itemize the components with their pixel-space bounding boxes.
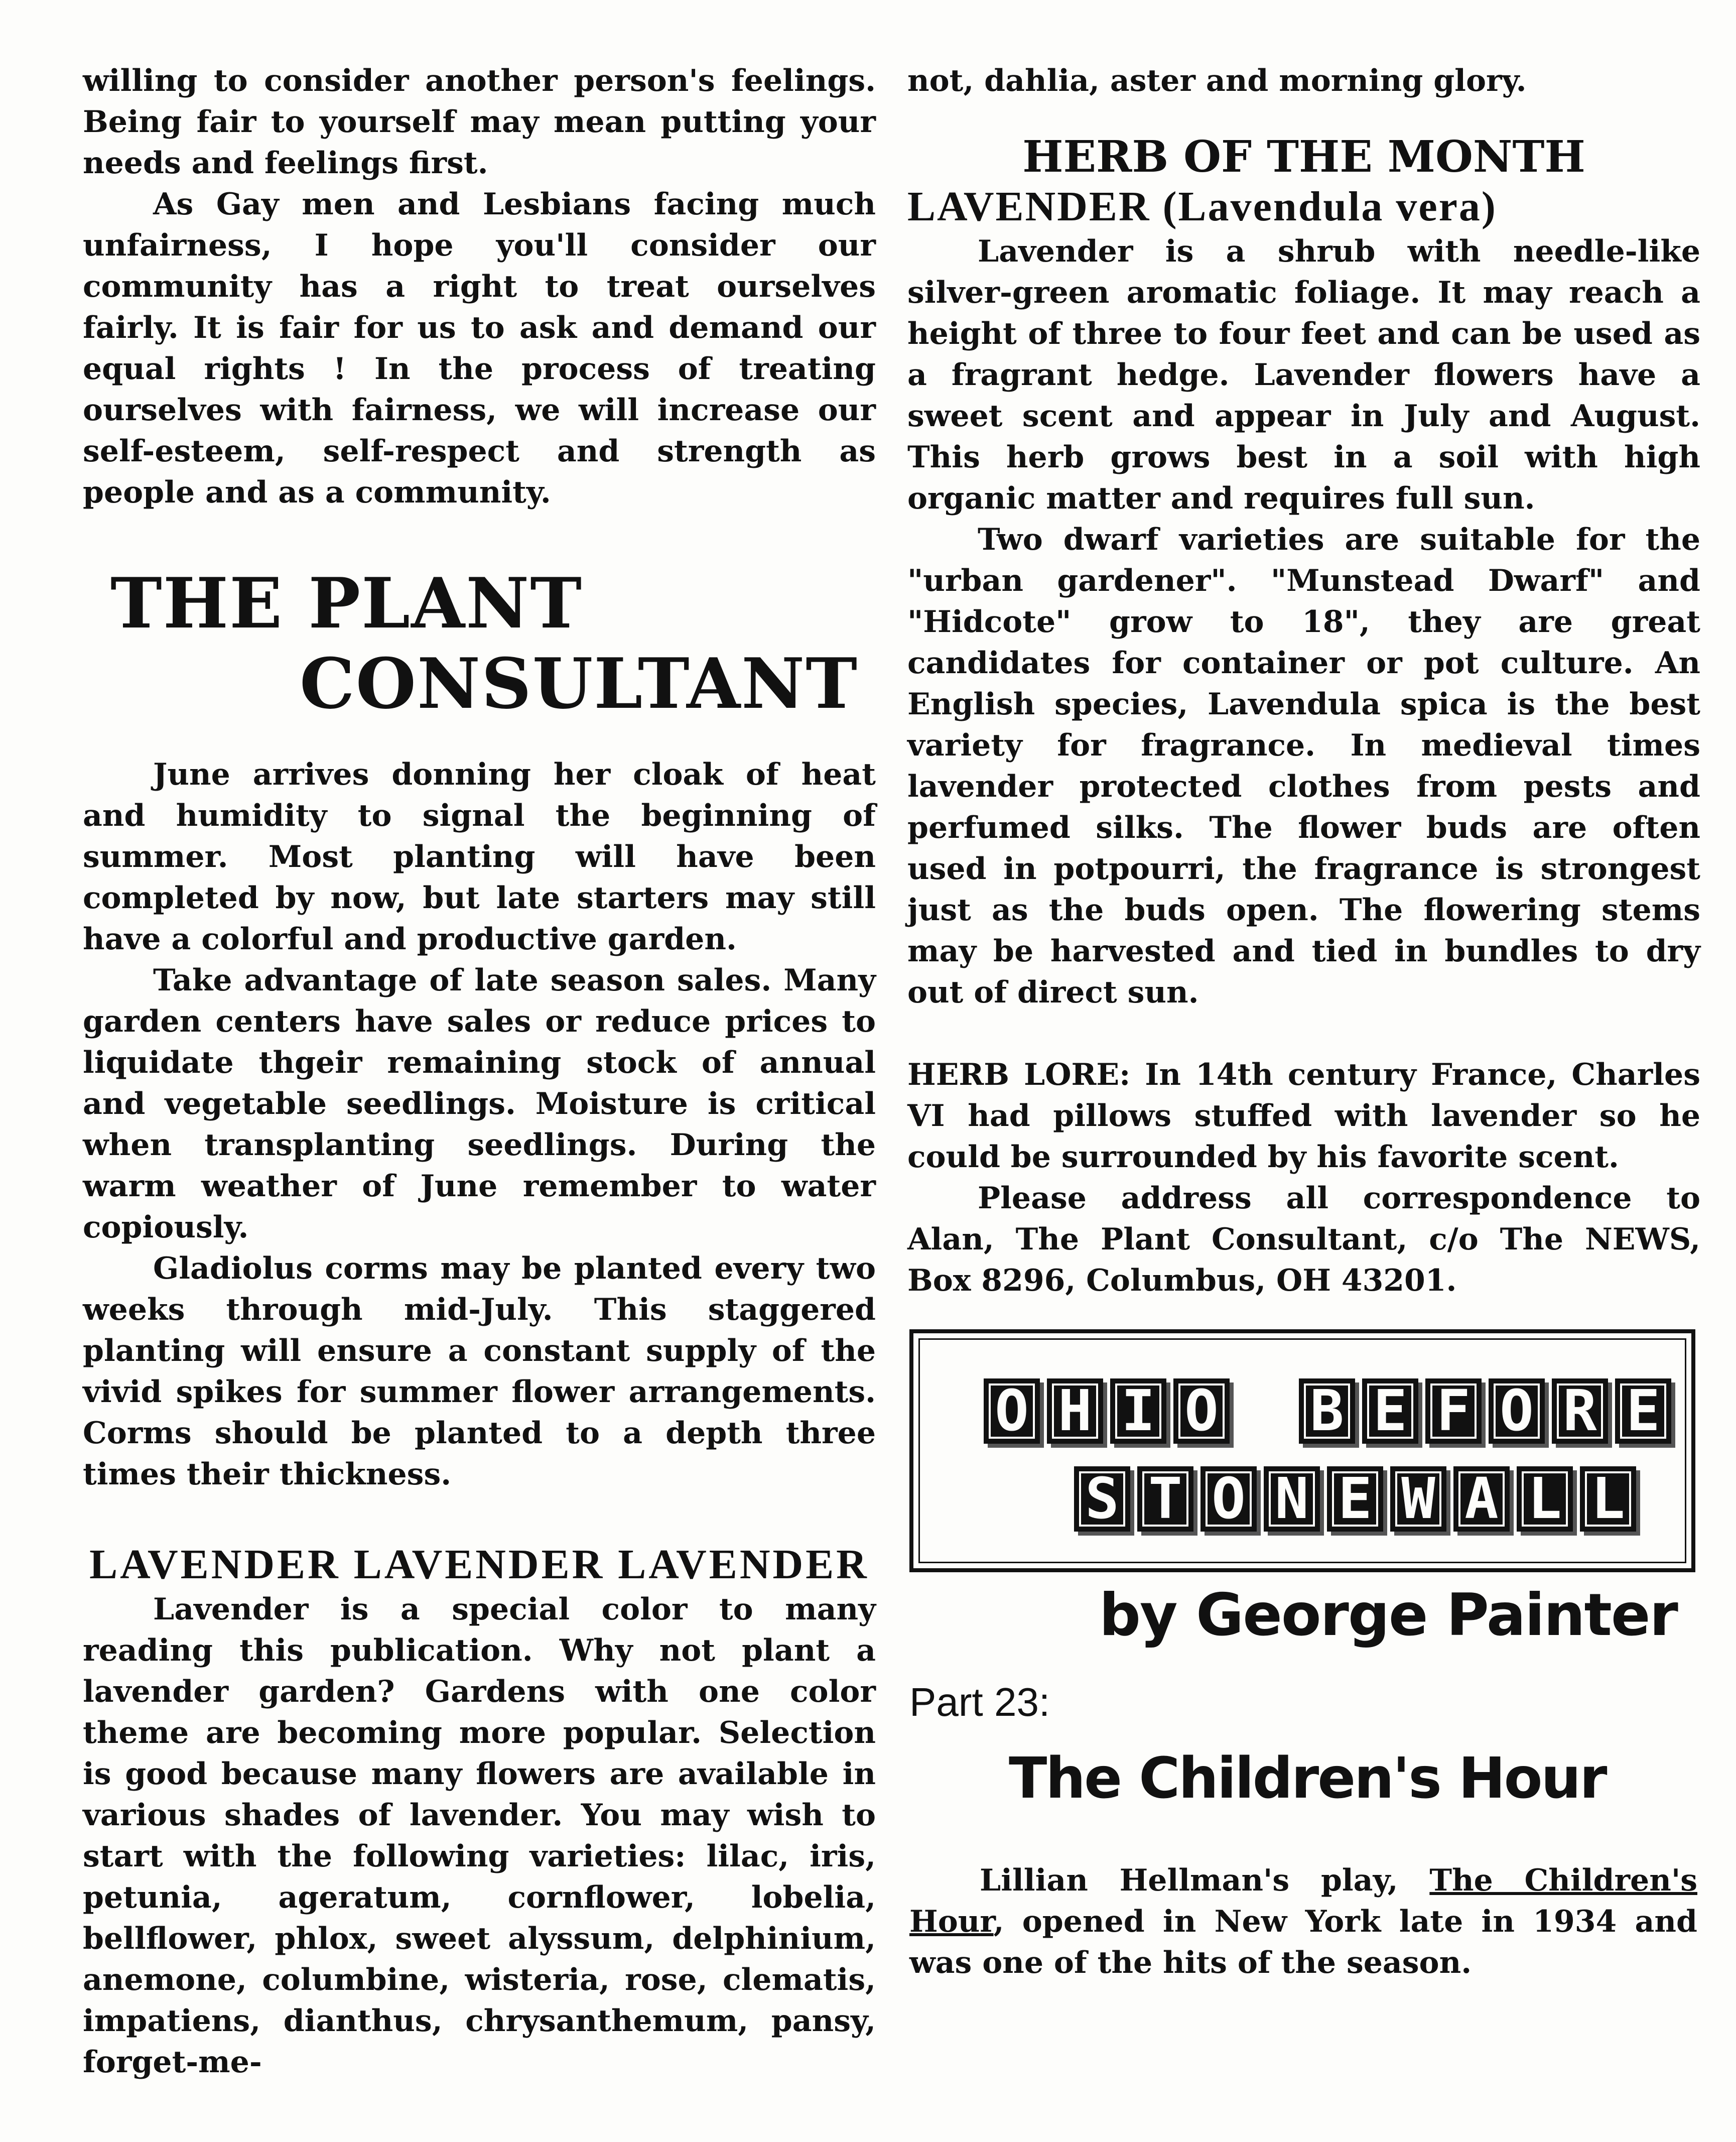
- herb-subheading: LAVENDER (Lavendula vera): [907, 183, 1497, 230]
- byline: by George Painter: [1099, 1581, 1677, 1649]
- block-letter: O: [1489, 1378, 1545, 1444]
- right-column: [907, 60, 1700, 1301]
- sales-paragraph: Take advantage of late season sales. Many garden centers have sales or reduce prices to liquidate thgeir remaining stock of annual and vegetable seedlings. Moisture is critical when transplanting seedlings. During the warm weather of June remember to water copiously.: [83, 963, 876, 1245]
- block-letter: B: [1299, 1378, 1355, 1444]
- gladiolus-paragraph: Gladiolus corms may be planted every two weeks through mid-July. This staggered planting will ensure a constant supply of the vivid spikes for summer flower arrangements. Corms should be planted to a depth three times their thickness.: [83, 1251, 876, 1492]
- block-letter: A: [1453, 1466, 1510, 1532]
- block-letter: T: [1137, 1466, 1193, 1532]
- left-column: [83, 60, 876, 2083]
- lavender-heading: LAVENDER LAVENDER LAVENDER: [89, 1541, 869, 1588]
- address-paragraph: Please address all correspondence to Alan, The Plant Consultant, c/o The NEWS, Box 8296, Columbus, OH 43201.: [907, 1181, 1700, 1298]
- block-letter: W: [1390, 1466, 1446, 1532]
- ohio-before-stonewall-banner: [909, 1329, 1695, 1572]
- childrens-hour-title: The Children's Hour: [1009, 1746, 1606, 1811]
- block-letter: I: [1110, 1378, 1166, 1444]
- block-letter: E: [1615, 1378, 1671, 1444]
- block-letter: H: [1047, 1378, 1103, 1444]
- hellman-intro-before: Lillian Hellman's play,: [980, 1863, 1430, 1898]
- block-letter: E: [1327, 1466, 1383, 1532]
- block-letter: R: [1552, 1378, 1608, 1444]
- part-number: Part 23:: [909, 1680, 1050, 1724]
- continuation-line: not, dahlia, aster and morning glory.: [907, 63, 1527, 98]
- herb-of-the-month-heading: HERB OF THE MONTH: [1022, 132, 1585, 182]
- herb-lore-paragraph: HERB LORE: In 14th century France, Charles VI had pillows stuffed with lavender so he could be surrounded by his favorite scent.: [907, 1057, 1700, 1175]
- block-letter: N: [1264, 1466, 1320, 1532]
- block-letter: L: [1580, 1466, 1636, 1532]
- block-letter: O: [1200, 1466, 1257, 1532]
- block-letter: O: [984, 1378, 1040, 1444]
- hellman-paragraph: [909, 1860, 1697, 1983]
- block-letter: L: [1517, 1466, 1573, 1532]
- block-letter: E: [1362, 1378, 1418, 1444]
- hellman-intro-after: , opened in New York late in 1934 and was one of the hits of the season.: [909, 1904, 1697, 1980]
- intro-paragraph-continued: willing to consider another person's feelings. Being fair to yourself may mean putting your needs and feelings first.: [83, 63, 876, 181]
- banner-row-2: [1074, 1466, 1636, 1532]
- banner-row-1: [984, 1378, 1671, 1444]
- june-paragraph: June arrives donning her cloak of heat and humidity to signal the beginning of summer. Most planting will have been completed by now, but late starters may still have a colorful and productive garden.: [83, 757, 876, 957]
- block-letter: S: [1074, 1466, 1130, 1532]
- intro-paragraph: As Gay men and Lesbians facing much unfairness, I hope you'll consider our community has a right to treat ourselves fairly. It is fair for us to ask and demand our equal rights ! In the process of treating ourselves with fairness, we will increase our self-esteem, self-respect and strength as people and as a community.: [83, 187, 876, 510]
- word-gap: [1237, 1378, 1292, 1444]
- block-letter: O: [1173, 1378, 1230, 1444]
- herb-paragraph-1: Lavender is a shrub with needle-like silver-green aromatic foliage. It may reach a height of three to four feet and can be used as a fragrant hedge. Lavender flowers have a sweet scent and appear in July and August. This herb grows best in a soil with high organic matter and requires full sun.: [907, 234, 1700, 516]
- plant-consultant-title: [83, 563, 876, 724]
- play-title: The Children's Hour: [909, 1863, 1697, 1939]
- title-line-1: THE PLANT: [110, 562, 583, 644]
- lavender-paragraph: Lavender is a special color to many reading this publication. Why not plant a lavender garden? Gardens with one color theme are becoming more popular. Selection is good because many flowers are available in various shades of lavender. You may wish to start with the following varieties: lilac, iris, petunia, ageratum, cornflower, lobelia, bellflower, phlox, sweet alyssum, delphinium, anemone, columbine, wisteria, rose, clematis, impatiens, dianthus, chrysanthemum, pansy, forget-me-: [83, 1592, 876, 2080]
- title-line-2: CONSULTANT: [299, 643, 858, 724]
- herb-paragraph-2: Two dwarf varieties are suitable for the "urban gardener". "Munstead Dwarf" and "Hidcote" grow to 18", they are great candidates for container or pot culture. An English species, Lavendula spica is the best variety for fragrance. In medieval times lavender protected clothes from pests and perfumed silks. The flower buds are often used in potpourri, the fragrance is strongest just as the buds open. The flowering stems may be harvested and tied in bundles to dry out of direct sun.: [907, 522, 1700, 1010]
- block-letter: F: [1425, 1378, 1482, 1444]
